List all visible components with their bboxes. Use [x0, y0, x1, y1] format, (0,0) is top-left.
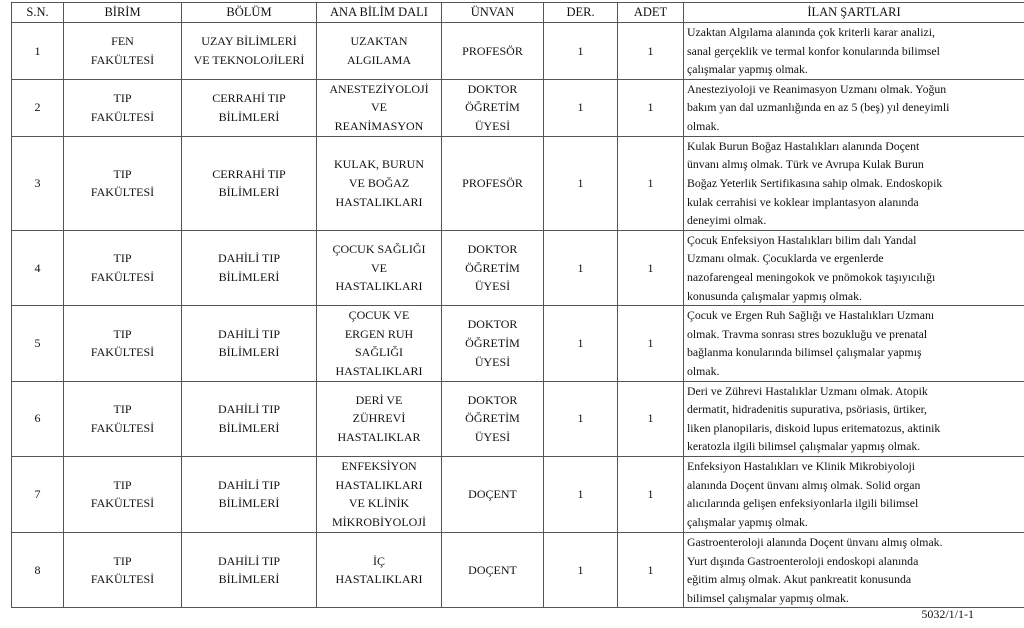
cell-ilan-sartlari-line: kulak cerrahisi ve koklear implantasyon alanında [687, 194, 919, 209]
cell-unvan-line: ÖĞRETİM [465, 100, 520, 115]
cell-birim [64, 381, 182, 456]
cell-birim-line: FAKÜLTESİ [90, 420, 155, 435]
cell-adet: 1 [618, 381, 684, 456]
cell-bolum-line: DAHİLİ TIP [217, 326, 281, 341]
cell-ana-bilim-dali-line: MİKROBİYOLOJİ [332, 515, 426, 529]
cell-bolum [182, 23, 317, 80]
cell-sn: 4 [12, 230, 64, 305]
header-unvan: ÜNVAN [442, 3, 544, 23]
cell-ilan-sartlari-line: alıcılarında gelişen enfeksiyonlarla ilgili bilimsel [687, 496, 919, 511]
cell-bolum-line: BİLİMLERİ [218, 496, 280, 511]
cell-birim [64, 306, 182, 381]
cell-adet: 1 [618, 456, 684, 532]
table-row [12, 306, 1024, 381]
cell-birim-line: FAKÜLTESİ [90, 185, 155, 200]
cell-birim-line: FAKÜLTESİ [90, 52, 155, 67]
cell-adet: 1 [618, 23, 684, 80]
cell-ana-bilim-dali-line: İÇ [373, 553, 385, 568]
cell-ilan-sartlari-line: ünvanı almış olmak. Türk ve Avrupa Kulak Burun [687, 157, 924, 172]
cell-birim-line: FEN [111, 34, 134, 49]
cell-ilan-sartlari-line: çalışmalar yapmış olmak. [687, 62, 808, 77]
cell-birim [64, 136, 182, 230]
table-row [12, 23, 1024, 80]
header-der: DER. [544, 3, 618, 23]
cell-unvan-line: DOÇENT [468, 562, 517, 577]
cell-ilan-sartlari [684, 79, 1024, 136]
cell-sn: 5 [12, 306, 64, 381]
cell-ilan-sartlari-line: Uzaktan Algılama alanında çok kriterli karar analizi, [687, 25, 935, 39]
cell-birim-line: TIP [113, 553, 132, 568]
cell-unvan-line: ÖĞRETİM [465, 411, 520, 426]
cell-ana-bilim-dali [317, 79, 442, 136]
cell-ilan-sartlari-line: dermatit, hidradenitis supurativa, psöriasis, ürtiker, [687, 402, 927, 417]
announcement-table [11, 2, 1024, 608]
cell-ana-bilim-dali-line: REANİMASYON [334, 119, 424, 134]
cell-ana-bilim-dali-line: ANESTEZİYOLOJİ [329, 81, 429, 96]
cell-adet: 1 [618, 136, 684, 230]
cell-birim-line: TIP [113, 166, 132, 181]
cell-ana-bilim-dali-line: ENFEKSİYON [341, 459, 417, 474]
table-row [12, 532, 1024, 607]
cell-birim [64, 532, 182, 607]
cell-bolum [182, 306, 317, 381]
cell-unvan [442, 230, 544, 305]
cell-ilan-sartlari-line: bilimsel çalışmalar yapmış olmak. [687, 590, 849, 605]
cell-unvan-line: PROFESÖR [462, 175, 523, 190]
table-row [12, 456, 1024, 532]
cell-bolum-line: BİLİMLERİ [218, 185, 280, 200]
cell-ana-bilim-dali-line: HASTALIKLARI [335, 279, 423, 294]
cell-ana-bilim-dali-line: HASTALIKLAR [337, 430, 421, 445]
cell-bolum [182, 532, 317, 607]
cell-unvan-line: ÖĞRETİM [465, 336, 520, 351]
cell-birim-line: TIP [113, 91, 132, 106]
cell-birim-line: FAKÜLTESİ [90, 496, 155, 511]
cell-bolum [182, 456, 317, 532]
cell-ilan-sartlari-line: Anesteziyoloji ve Reanimasyon Uzmanı olmak. Yoğun [687, 81, 947, 96]
cell-ilan-sartlari-line: Yurt dışında Gastroenteroloji endoskopi alanında [687, 553, 919, 568]
cell-ilan-sartlari-line: liken planopilaris, diskoid lupus eritematozus, aktinik [687, 420, 941, 435]
cell-ilan-sartlari-line: Enfeksiyon Hastalıkları ve Klinik Mikrobiyoloji [687, 459, 916, 474]
cell-ana-bilim-dali [317, 23, 442, 80]
cell-ana-bilim-dali-line: ZÜHREVİ [352, 411, 406, 426]
cell-ilan-sartlari [684, 532, 1024, 607]
cell-unvan-line: DOKTOR [467, 242, 518, 257]
cell-bolum [182, 79, 317, 136]
cell-ana-bilim-dali-line: ERGEN RUH [344, 326, 414, 341]
cell-ilan-sartlari-line: sanal gerçeklik ve termal konfor konularında bilimsel [687, 43, 940, 58]
cell-unvan-line: DOKTOR [467, 81, 518, 96]
cell-bolum-line: BİLİMLERİ [218, 345, 280, 360]
document-code: 5032/1/1-1 [921, 607, 974, 621]
cell-bolum [182, 136, 317, 230]
cell-ilan-sartlari-line: Çocuk ve Ergen Ruh Sağlığı ve Hastalıkları Uzmanı [687, 308, 935, 323]
table-row [12, 79, 1024, 136]
cell-ana-bilim-dali-line: SAĞLIĞI [355, 345, 403, 360]
cell-unvan [442, 456, 544, 532]
table-row [12, 381, 1024, 456]
cell-ilan-sartlari-line: Çocuk Enfeksiyon Hastalıkları bilim dalı Yandal [687, 232, 917, 247]
cell-birim [64, 230, 182, 305]
cell-birim-line: FAKÜLTESİ [90, 572, 155, 587]
cell-adet: 1 [618, 532, 684, 607]
cell-ilan-sartlari [684, 136, 1024, 230]
cell-ana-bilim-dali [317, 306, 442, 381]
cell-unvan [442, 136, 544, 230]
cell-bolum-line: DAHİLİ TIP [217, 477, 281, 492]
cell-ana-bilim-dali-line: KULAK, BURUN [334, 157, 424, 172]
cell-ilan-sartlari [684, 230, 1024, 305]
cell-ilan-sartlari [684, 381, 1024, 456]
cell-ana-bilim-dali [317, 136, 442, 230]
cell-bolum [182, 381, 317, 456]
cell-ilan-sartlari [684, 306, 1024, 381]
cell-unvan-line: ÖĞRETİM [465, 260, 520, 275]
cell-adet: 1 [618, 79, 684, 136]
header-adet: ADET [618, 3, 684, 23]
cell-birim-line: TIP [113, 402, 132, 417]
cell-unvan [442, 23, 544, 80]
cell-ilan-sartlari [684, 23, 1024, 80]
cell-der: 1 [544, 23, 618, 80]
cell-bolum-line: BİLİMLERİ [218, 420, 280, 435]
cell-der: 1 [544, 79, 618, 136]
cell-bolum [182, 230, 317, 305]
cell-birim-line: TIP [113, 477, 132, 492]
cell-ana-bilim-dali-line: HASTALIKLARI [335, 194, 423, 209]
cell-unvan-line: ÜYESİ [474, 279, 511, 294]
cell-ana-bilim-dali-line: HASTALIKLARI [335, 572, 423, 587]
cell-bolum-line: BİLİMLERİ [218, 269, 280, 284]
cell-unvan-line: PROFESÖR [462, 43, 523, 58]
cell-ilan-sartlari-line: Boğaz Yeterlik Sertifikasına sahip olmak. Endoskopik [687, 175, 943, 190]
cell-bolum-line: CERRAHİ TIP [212, 166, 286, 181]
cell-bolum-line: UZAY BİLİMLERİ [201, 34, 297, 49]
cell-sn: 3 [12, 136, 64, 230]
cell-bolum-line: DAHİLİ TIP [217, 251, 281, 266]
cell-ana-bilim-dali-line: UZAKTAN [350, 34, 408, 49]
cell-unvan-line: DOÇENT [468, 487, 517, 502]
header-ana-bilim-dali: ANA BİLİM DALI [317, 3, 442, 23]
header-bolum: BÖLÜM [182, 3, 317, 23]
cell-sn: 1 [12, 23, 64, 80]
cell-ana-bilim-dali-line: HASTALIKLARI [335, 477, 423, 492]
cell-ilan-sartlari-line: bağlanma konularında bilimsel çalışmalar yapmış [687, 345, 922, 360]
header-row [12, 3, 1024, 23]
cell-birim [64, 456, 182, 532]
cell-birim-line: FAKÜLTESİ [90, 345, 155, 360]
cell-bolum-line: DAHİLİ TIP [217, 553, 281, 568]
cell-birim-line: TIP [113, 251, 132, 266]
cell-ana-bilim-dali [317, 230, 442, 305]
cell-der: 1 [544, 136, 618, 230]
cell-bolum-line: DAHİLİ TIP [217, 402, 281, 417]
cell-adet: 1 [618, 306, 684, 381]
cell-ana-bilim-dali-line: VE BOĞAZ [348, 175, 410, 190]
cell-ana-bilim-dali [317, 381, 442, 456]
cell-bolum-line: VE TEKNOLOJİLERİ [193, 52, 305, 67]
cell-ana-bilim-dali [317, 456, 442, 532]
cell-der: 1 [544, 532, 618, 607]
header-ilan-sartlari: İLAN ŞARTLARI [684, 3, 1024, 23]
cell-unvan [442, 79, 544, 136]
cell-bolum-line: BİLİMLERİ [218, 109, 280, 124]
cell-ana-bilim-dali-line: ALGILAMA [347, 52, 411, 67]
cell-unvan [442, 306, 544, 381]
cell-ilan-sartlari-line: konusunda çalışmalar yapmış olmak. [687, 288, 862, 303]
table-row [12, 230, 1024, 305]
cell-ana-bilim-dali-line: VE KLİNİK [348, 496, 410, 511]
cell-ilan-sartlari-line: nazofarengeal meningokok ve pnömokok taşıyıcılığı [687, 269, 936, 284]
cell-ilan-sartlari-line: alanında Doçent ünvanı almış olmak. Solid organ [687, 477, 921, 492]
cell-ilan-sartlari-line: Gastroenteroloji alanında Doçent ünvanı almış olmak. [687, 534, 943, 549]
cell-bolum-line: BİLİMLERİ [218, 572, 280, 587]
cell-ilan-sartlari-line: olmak. [687, 119, 720, 134]
cell-ilan-sartlari-line: keratozla ilgili bilimsel çalışmalar yapmış olmak. [687, 439, 921, 454]
cell-unvan-line: ÜYESİ [474, 354, 511, 369]
cell-bolum-line: CERRAHİ TIP [212, 91, 286, 106]
cell-ana-bilim-dali-line: VE [371, 100, 387, 115]
cell-ana-bilim-dali-line: VE [371, 260, 387, 275]
cell-unvan [442, 532, 544, 607]
cell-der: 1 [544, 306, 618, 381]
cell-ilan-sartlari-line: Deri ve Zührevi Hastalıklar Uzmanı olmak. Atopik [687, 383, 928, 398]
cell-ilan-sartlari-line: eğitim almış olmak. Akut pankreatit konusunda [687, 572, 912, 587]
cell-ilan-sartlari [684, 456, 1024, 532]
cell-ilan-sartlari-line: olmak. [687, 363, 720, 378]
header-birim: BİRİM [64, 3, 182, 23]
cell-ana-bilim-dali-line: HASTALIKLARI [335, 363, 423, 378]
cell-ana-bilim-dali-line: DERİ VE [355, 392, 403, 407]
cell-sn: 2 [12, 79, 64, 136]
cell-sn: 8 [12, 532, 64, 607]
cell-birim [64, 79, 182, 136]
cell-ana-bilim-dali-line: ÇOCUK VE [348, 308, 410, 323]
cell-ilan-sartlari-line: bakım yan dal uzmanlığında en az 5 (beş) yıl deneyimli [687, 100, 950, 115]
cell-sn: 7 [12, 456, 64, 532]
cell-unvan-line: DOKTOR [467, 392, 518, 407]
cell-ilan-sartlari-line: Uzmanı olmak. Çocuklarda ve ergenlerde [687, 251, 884, 266]
cell-birim-line: TIP [113, 326, 132, 341]
cell-unvan [442, 381, 544, 456]
cell-ilan-sartlari-line: deneyimi olmak. [687, 213, 767, 228]
cell-der: 1 [544, 230, 618, 305]
cell-unvan-line: DOKTOR [467, 317, 518, 332]
cell-ana-bilim-dali-line: ÇOCUK SAĞLIĞI [332, 242, 426, 257]
cell-ana-bilim-dali [317, 532, 442, 607]
cell-birim-line: FAKÜLTESİ [90, 109, 155, 124]
cell-unvan-line: ÜYESİ [474, 119, 511, 134]
table-row [12, 136, 1024, 230]
cell-unvan-line: ÜYESİ [474, 430, 511, 445]
cell-der: 1 [544, 381, 618, 456]
cell-sn: 6 [12, 381, 64, 456]
header-sn: S.N. [12, 3, 64, 23]
cell-ilan-sartlari-line: olmak. Travma sonrası stres bozukluğu ve prenatal [687, 326, 928, 341]
cell-birim-line: FAKÜLTESİ [90, 269, 155, 284]
cell-ilan-sartlari-line: Kulak Burun Boğaz Hastalıkları alanında Doçent [687, 138, 920, 153]
cell-adet: 1 [618, 230, 684, 305]
cell-birim [64, 23, 182, 80]
cell-ilan-sartlari-line: çalışmalar yapmış olmak. [687, 515, 808, 529]
cell-der: 1 [544, 456, 618, 532]
